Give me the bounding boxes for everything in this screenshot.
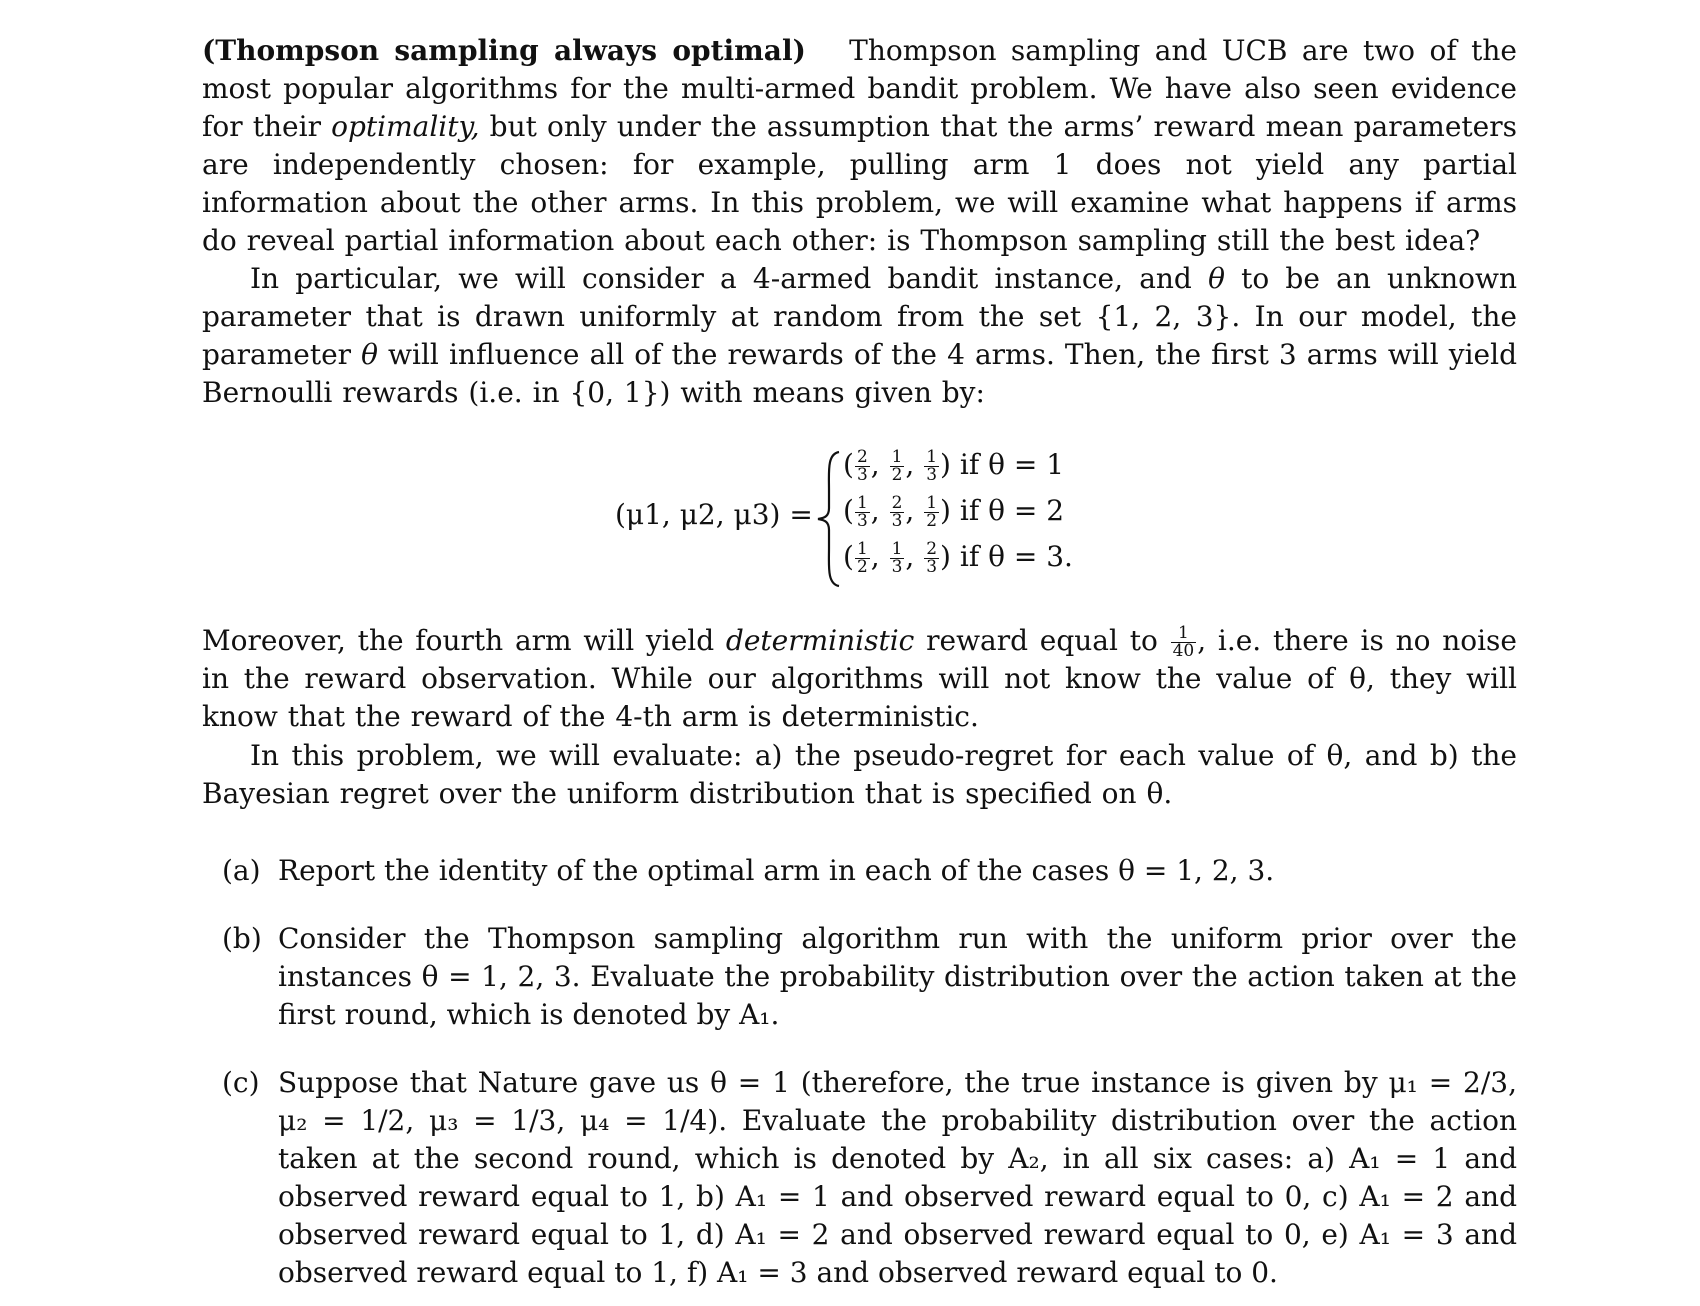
case-condition: if θ = 3. — [959, 540, 1073, 573]
case-fraction: $\frac{1}{2}$ — [926, 493, 938, 531]
intro-emphasis: optimality, — [331, 110, 480, 143]
evaluation-paragraph — [202, 737, 1517, 813]
case-fraction: $\frac{2}{3}$ — [891, 493, 903, 531]
case-fraction: $\frac{1}{3}$ — [856, 493, 868, 531]
means-equation — [615, 446, 1175, 586]
fourth-arm-text-1: Moreover, the fourth arm will yield — [202, 624, 715, 657]
case-fraction: $\frac{2}{3}$ — [856, 447, 868, 485]
left-brace — [815, 450, 843, 588]
equation-lhs: (μ1, μ2, μ3) = — [615, 498, 813, 531]
model-text-3: will influence all of the rewards of the 4 arms. Then, the first 3 arms will yield Bernoulli rewards (i.e. in {0, 1}) with means given by: — [202, 338, 1517, 409]
model-text-2: to be an unknown parameter that is drawn uniformly at random from the set {1, 2, 3}. In our model, the parameter — [202, 262, 1517, 371]
intro-paragraph — [202, 32, 1517, 260]
case-fraction: $\frac{1}{2}$ — [891, 447, 903, 485]
evaluation-text: In this problem, we will evaluate: a) the pseudo-regret for each value of θ, and b) the Bayesian regret over the uniform distribution that is specified on θ. — [202, 739, 1517, 810]
case-theta-2: ( $\frac{1}{3}$ , $\frac{2}{3}$ , $\frac{1}{2}$ ) if θ = 2 — [843, 493, 1065, 531]
intro-text-1: Thompson sampling and UCB are two of the most popular algorithms for the multi-armed bandit problem. We have also seen evidence for their — [202, 34, 1517, 143]
item-label: (a) — [222, 854, 261, 887]
case-condition: if θ = 2 — [959, 494, 1065, 527]
item-label: (c) — [222, 1066, 260, 1099]
case-fraction: $\frac{2}{3}$ — [926, 539, 938, 577]
item-text: Consider the Thompson sampling algorithm run with the uniform prior over the instances θ = 1, 2, 3. Evaluate the probability distribution over the action taken at the first round, which is denoted by A₁. — [278, 922, 1517, 1031]
case-theta-1: ( $\frac{2}{3}$ , $\frac{1}{2}$ , $\frac{1}{3}$ ) if θ = 1 — [843, 447, 1065, 485]
item-text: Report the identity of the optimal arm in each of the cases θ = 1, 2, 3. — [278, 854, 1275, 887]
fourth-arm-text-2: reward equal to — [926, 624, 1158, 657]
item-label: (b) — [222, 922, 262, 955]
fourth-arm-paragraph — [202, 622, 1517, 736]
case-condition: if θ = 1 — [959, 448, 1065, 481]
intro-text-2: but only under the assumption that the arms’ reward mean parameters are independently chosen: for example, pulling arm 1 does not yield any partial information about the other arms. In this problem, we will examine what happens if arms do reveal partial information about each other: is Thompson sampling still the best idea? — [202, 110, 1517, 257]
problem-title: (Thompson sampling always optimal) — [202, 34, 806, 67]
fourth-arm-emphasis: deterministic — [725, 624, 915, 657]
case-fraction: $\frac{1}{3}$ — [926, 447, 938, 485]
fourth-arm-fraction: $\frac{1}{40}$ — [1172, 623, 1195, 661]
model-text-1: In particular, we will consider a 4-armed bandit instance, and — [250, 262, 1192, 295]
item-text: Suppose that Nature gave us θ = 1 (therefore, the true instance is given by μ₁ = 2/3, μ₂ = 1/2, μ₃ = 1/3, μ₄ = 1/4). Evaluate the probability distribution over the action taken at the second round, which is denoted by A₂, in all six cases: a) A₁ = 1 and observed reward equal to 1, b) A₁ = 1 and observed reward equal to 0, c) A₁ = 2 and observed reward equal to 1, d) A₁ = 2 and observed reward equal to 0, e) A₁ = 3 and observed reward equal to 1, f) A₁ = 3 and observed reward equal to 0. — [278, 1066, 1517, 1289]
fourth-arm-text-3: , i.e. there is no noise in the reward observation. While our algorithms will not know the value of θ, they will know that the reward of the 4-th arm is deterministic. — [202, 624, 1517, 733]
case-theta-3: ( $\frac{1}{2}$ , $\frac{1}{3}$ , $\frac{2}{3}$ ) if θ = 3. — [843, 539, 1073, 577]
case-fraction: $\frac{1}{3}$ — [891, 539, 903, 577]
case-fraction: $\frac{1}{2}$ — [856, 539, 868, 577]
model-paragraph: In particular, we will consider a 4-armed bandit instance, and θ to be an unknown parameter that is drawn uniformly at random from the set {1, 2, 3}. In our model, the parameter θ will influence all of the rewards of the 4 arms. Then, the first 3 arms will yield Bernoulli rewards (i.e. in {0, 1}) with means given by: — [202, 262, 1517, 409]
